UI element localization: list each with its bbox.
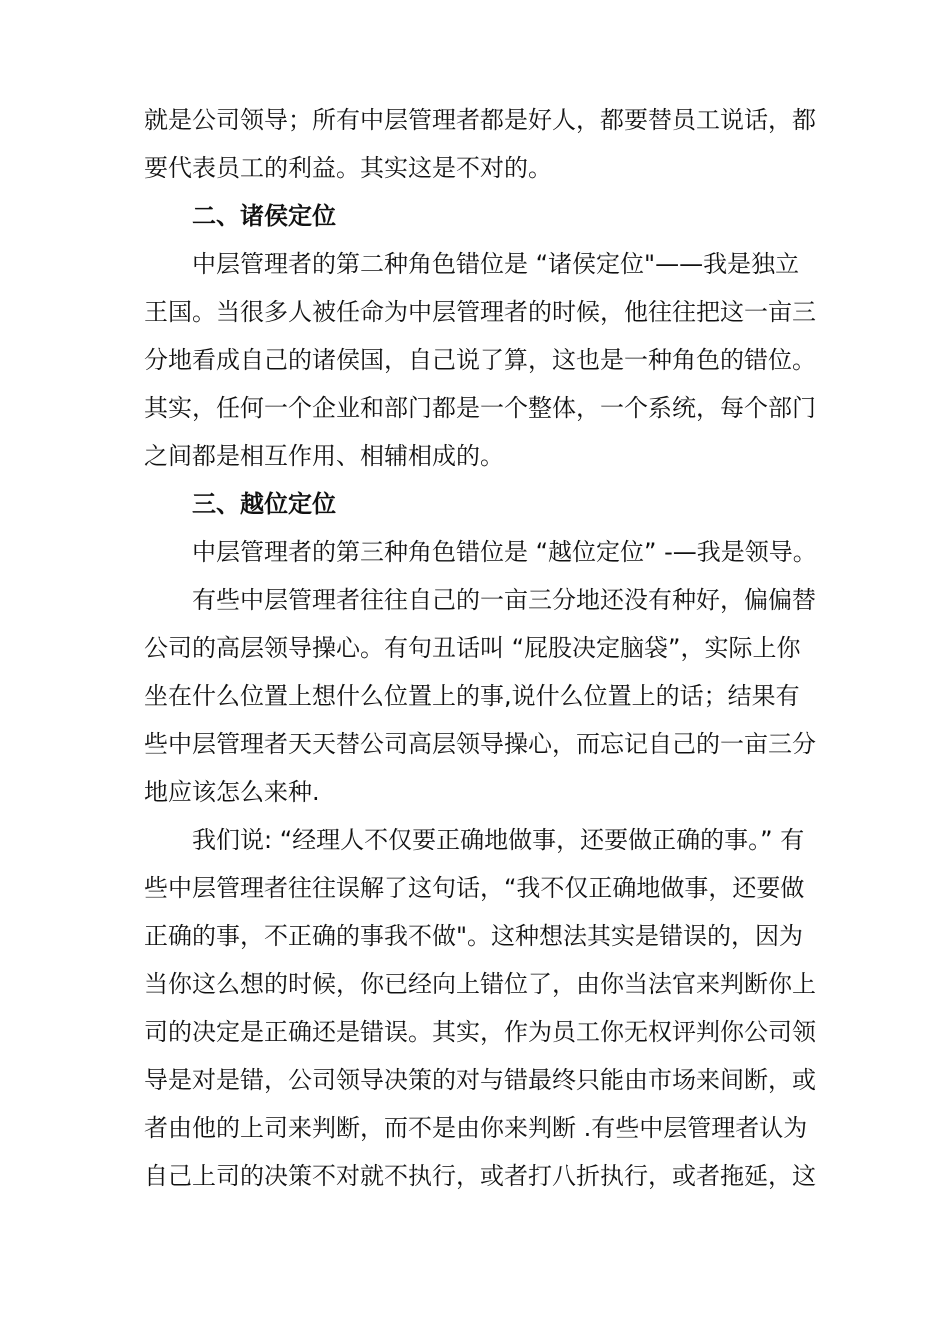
paragraph-line: 分地看成自己的诸侯国，自己说了算，这也是一种角色的错位。 <box>144 346 816 374</box>
paragraph-line: 王国。当很多人被任命为中层管理者的时候，他往往把这一亩三 <box>144 298 816 326</box>
paragraph-line: 司的决定是正确还是错误。其实，作为员工你无权评判你公司领 <box>144 1018 816 1046</box>
section-heading: 二、诸侯定位 <box>192 202 336 230</box>
paragraph-line: 当你这么想的时候，你已经向上错位了，由你当法官来判断你上 <box>144 970 816 998</box>
paragraph-line: 中层管理者的第二种角色错位是 “诸侯定位"——我是独立 <box>192 250 800 278</box>
paragraph-line: 地应该怎么来种. <box>144 778 320 806</box>
paragraph-line: 中层管理者的第三种角色错位是 “越位定位” -—我是领导。 <box>192 538 817 566</box>
paragraph-line: 其实，任何一个企业和部门都是一个整体，一个系统，每个部门 <box>144 394 816 422</box>
paragraph-line: 有些中层管理者往往自己的一亩三分地还没有种好，偏偏替 <box>192 586 816 614</box>
paragraph-line: 自己上司的决策不对就不执行，或者打八折执行，或者拖延，这 <box>144 1162 816 1190</box>
paragraph-line: 导是对是错，公司领导决策的对与错最终只能由市场来间断，或 <box>144 1066 816 1094</box>
paragraph-line: 者由他的上司来判断，而不是由你来判断 .有些中层管理者认为 <box>144 1114 808 1142</box>
paragraph-line: 要代表员工的利益。其实这是不对的。 <box>144 154 552 182</box>
paragraph-line: 之间都是相互作用、相辅相成的。 <box>144 442 504 470</box>
paragraph-line: 正确的事，不正确的事我不做"。这种想法其实是错误的，因为 <box>144 922 804 950</box>
paragraph-line: 我们说: “经理人不仅要正确地做事，还要做正确的事。” 有 <box>192 826 805 854</box>
paragraph-line: 些中层管理者天天替公司高层领导操心，而忘记自己的一亩三分 <box>144 730 816 758</box>
paragraph-line: 公司的高层领导操心。有句丑话叫 “屁股决定脑袋”，实际上你 <box>144 634 801 662</box>
paragraph-line: 坐在什么位置上想什么位置上的事,说什么位置上的话；结果有 <box>144 682 800 710</box>
paragraph-line: 些中层管理者往往误解了这句话，“我不仅正确地做事，还要做 <box>144 874 805 902</box>
paragraph-line: 就是公司领导；所有中层管理者都是好人，都要替员工说话，都 <box>144 106 816 134</box>
section-heading: 三、越位定位 <box>192 490 336 518</box>
